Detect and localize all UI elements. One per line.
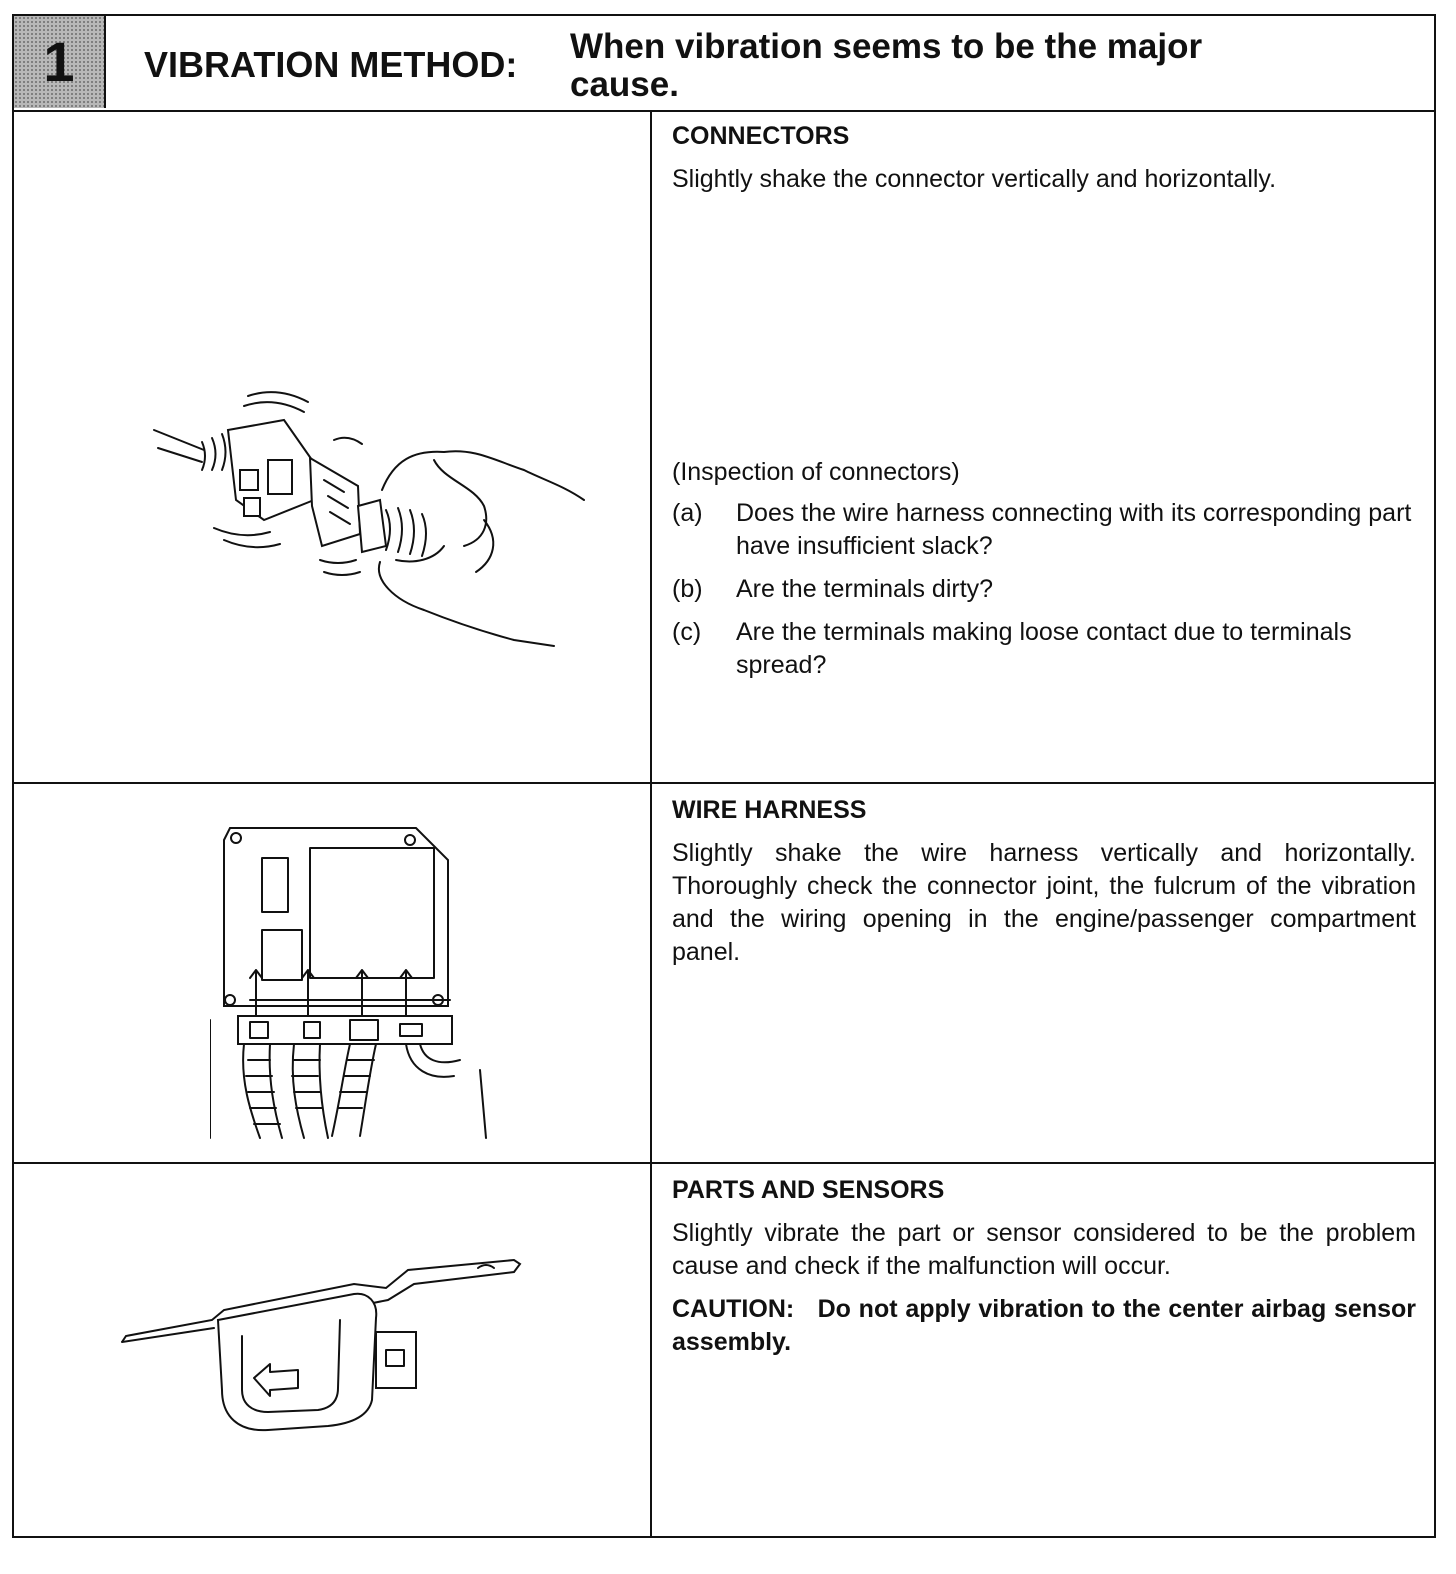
inspection-title: (Inspection of connectors) — [672, 458, 960, 486]
wire-harness-illustration-cell — [14, 784, 652, 1162]
step-number-box — [14, 16, 106, 108]
list-item — [672, 573, 1416, 606]
caution-text: Do not apply vibration to the center airbag sensor assembly. — [672, 1295, 1416, 1356]
connectors-illustration-cell — [14, 110, 652, 782]
list-item — [672, 497, 1416, 563]
section-text: Slightly vibrate the part or sensor considered to be the problem cause and check if the malfunction will occur. — [672, 1219, 1416, 1280]
section-text: Slightly shake the wire harness vertically and horizontally. Thoroughly check the connector joint, the fulcrum of the vibration and the wiring opening in the engine/passenger compartment panel. — [672, 839, 1416, 966]
caution-label: CAUTION: — [672, 1295, 795, 1323]
section-connectors — [14, 110, 1434, 784]
section-text: Slightly shake the connector vertically and horizontally. — [672, 165, 1277, 193]
sensor-illustration — [118, 1240, 538, 1440]
item-label: (b) — [672, 575, 703, 603]
item-text: Does the wire harness connecting with its corresponding part have insufficient slack? — [736, 499, 1412, 560]
caution-note — [672, 1293, 1416, 1359]
method-description: When vibration seems to be the major cause. — [570, 27, 1203, 104]
section-parts-and-sensors — [14, 1164, 1434, 1536]
item-label: (a) — [672, 499, 703, 527]
section-wire-harness — [14, 784, 1434, 1164]
procedure-table — [12, 14, 1436, 1538]
section-title: WIRE HARNESS — [672, 796, 867, 824]
step-number: 1 — [43, 30, 75, 93]
connector-shake-illustration — [144, 310, 614, 670]
sensor-illustration-cell — [14, 1164, 652, 1536]
connectors-text-cell — [652, 110, 1434, 782]
table-header — [14, 16, 1434, 112]
method-label: VIBRATION METHOD: — [144, 44, 518, 85]
inspection-list — [672, 456, 1416, 692]
item-label: (c) — [672, 618, 702, 646]
section-title: PARTS AND SENSORS — [672, 1176, 945, 1204]
list-item — [672, 616, 1416, 682]
item-text: Are the terminals making loose contact due to terminals spread? — [736, 618, 1352, 679]
wire-harness-illustration — [210, 820, 490, 1140]
wire-harness-text-cell — [652, 784, 1434, 1162]
parts-sensors-text-cell — [652, 1164, 1434, 1536]
item-text: Are the terminals dirty? — [736, 575, 994, 603]
section-title: CONNECTORS — [672, 122, 850, 150]
